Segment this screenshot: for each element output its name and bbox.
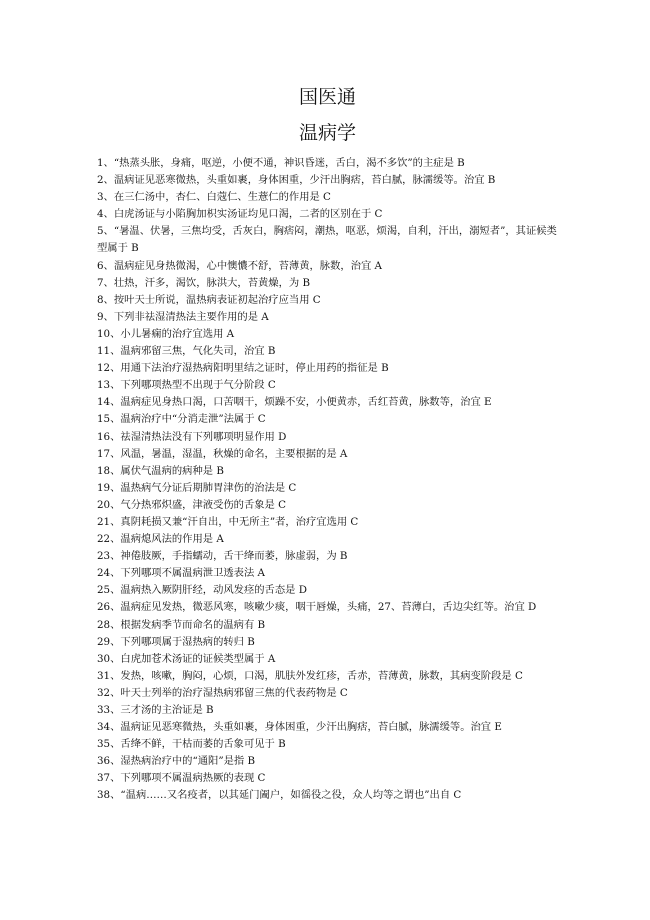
question-item: 13、下列哪项热型不出现于气分阶段 C	[97, 379, 276, 392]
question-item: 25、温病热入厥阴肝经，动风发痉的舌态是 D	[97, 584, 307, 597]
question-item: 15、温病治疗中“分消走泄”法属于 C	[97, 413, 266, 426]
question-item: 31、发热，咳嗽，胸闷，心烦，口渴，肌肤外发红疹，舌赤，苔薄黄，脉数，其病变阶段是 C	[97, 669, 523, 682]
question-item: 36、湿热病治疗中的“通阳”是指 B	[97, 755, 256, 768]
question-item: 18、属伏气温病的病种是 B	[97, 464, 224, 477]
question-item: 20、气分热邪炽盛，津液受伤的舌象是 C	[97, 498, 287, 511]
question-item: 17、风温，暑温，湿温，秋燥的命名，主要根据的是 A	[97, 447, 348, 460]
question-item: 4、白虎汤证与小陷胸加枳实汤证均见口渴，二者的区别在于 C	[97, 208, 383, 221]
question-item: 14、温病症见身热口渴，口苦咽干，烦躁不安，小便黄赤，舌红苔黄，脉数等，治宜 E	[97, 396, 492, 409]
question-item: 30、白虎加苍术汤证的证候类型属于 A	[97, 652, 276, 665]
question-item: 9、下列非祛湿清热法主要作用的是 A	[97, 310, 269, 323]
question-item: 2、温病证见恶寒微热，头重如裹，身体困重，少汗出胸痞，苔白腻，脉濡缓等。治宜 B	[97, 174, 496, 187]
question-item: 16、祛湿清热法没有下列哪项明显作用 D	[97, 430, 287, 443]
question-item: 37、下列哪项不属温病热厥的表现 C	[97, 772, 266, 785]
question-list	[97, 155, 558, 805]
question-item: 24、下列哪项不属温病泄卫透表法 A	[97, 567, 265, 580]
question-item: 11、温病邪留三焦，气化失司，治宜 B	[97, 345, 276, 358]
question-item: 8、按叶天士所说，温热病表证初起治疗应当用 C	[97, 293, 321, 306]
question-item: 6、温病症见身热微渴，心中懊憹不舒，苔薄黄，脉数，治宜 A	[97, 259, 382, 272]
question-item: 12、用通下法治疗湿热病阳明里结之证时，停止用药的指征是 B	[97, 362, 389, 375]
question-item: 19、温热病气分证后期肺胃津伤的治法是 C	[97, 481, 297, 494]
question-item: 22、温病熄风法的作用是 A	[97, 533, 224, 546]
question-item: 32、叶天士列举的治疗湿热病邪留三焦的代表药物是 C	[97, 686, 348, 699]
question-item: 10、小儿暑痫的治疗宜选用 A	[97, 327, 235, 340]
question-item: 35、舌绛不鲜，干枯而萎的舌象可见于 B	[97, 738, 286, 751]
question-item: 38、“温病……又名疫者，以其延门阖户，如徭役之役，众人均等之谓也”出自 C	[97, 789, 462, 802]
question-item: 34、温病证见恶寒微热，头重如裹，身体困重，少汗出胸痞，苔白腻，脉濡缓等。治宜 E	[97, 721, 502, 734]
question-item: 5、“暑温、伏暑，三焦均受，舌灰白，胸痞闷，潮热，呕恶，烦渴，自利，汗出，溺短者”，其证候类型属于 B	[97, 225, 557, 255]
question-item: 21、真阴耗损又兼“汗自出，中无所主”者，治疗宜选用 C	[97, 515, 359, 528]
question-item: 29、下列哪项属于湿热病的转归 B	[97, 635, 255, 648]
question-item: 7、壮热，汗多，渴饮，脉洪大，苔黄燥，为 B	[97, 276, 311, 289]
question-item: 1、“热蒸头胀，身痛，呕逆，小便不通，神识昏迷，舌白，渴不多饮”的主症是 B	[97, 157, 465, 169]
question-item: 23、神倦肢厥，手指蠕动，舌干绛而萎，脉虚弱，为 B	[97, 550, 348, 563]
question-item: 26、温病症见发热，微恶风寒，咳嗽少痰，咽干唇燥，头痛，27、苔薄白，舌边尖红等。治宜 D	[97, 601, 537, 614]
question-item: 28、根据发病季节而命名的温病有 B	[97, 618, 266, 631]
question-item: 33、三才汤的主治证是 B	[97, 704, 214, 716]
question-item: 3、在三仁汤中，杏仁、白蔻仁、生薏仁的作用是 C	[97, 191, 331, 204]
document-subtitle: 温病学	[298, 122, 356, 144]
document-title: 国医通	[298, 86, 356, 108]
